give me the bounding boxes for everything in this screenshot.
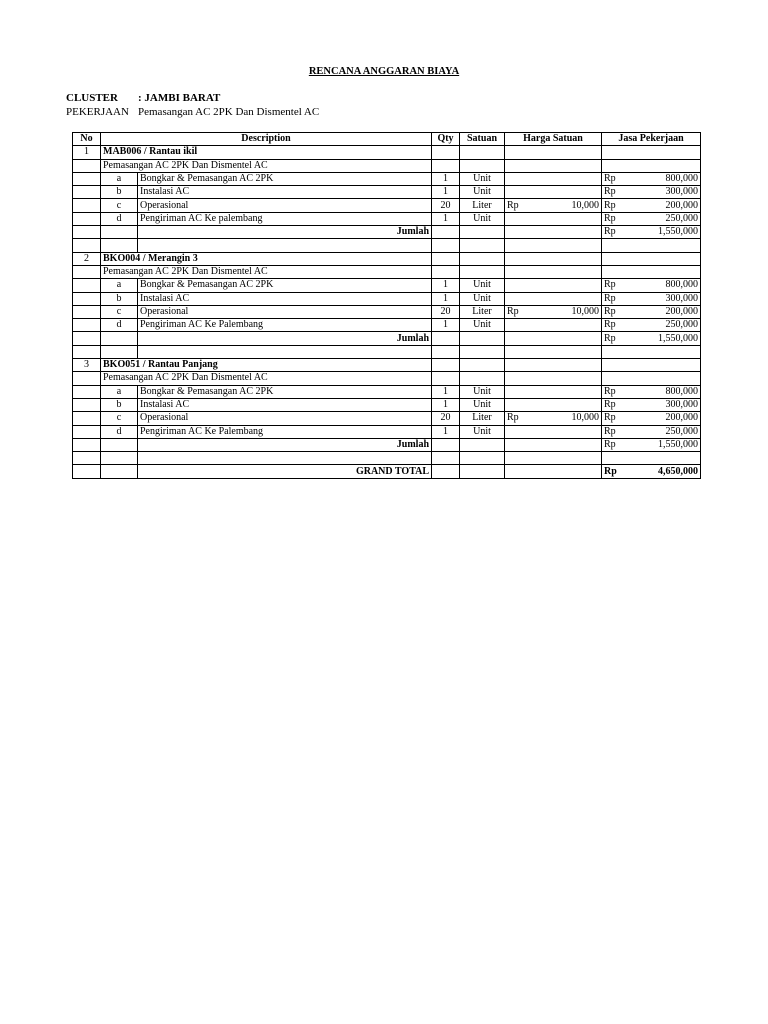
budget-table <box>72 132 701 479</box>
item-description: Operasional <box>138 199 432 212</box>
empty-cell <box>460 438 505 451</box>
item-harga-satuan <box>505 398 602 411</box>
empty-cell <box>73 398 101 411</box>
empty-cell <box>460 452 505 465</box>
item-satuan: Liter <box>460 305 505 318</box>
item-qty: 1 <box>432 319 460 332</box>
empty-cell <box>602 372 701 385</box>
empty-cell <box>460 252 505 265</box>
item-harga-satuan <box>505 199 602 212</box>
jasa-value: 800,000 <box>665 173 699 185</box>
item-letter: a <box>101 385 138 398</box>
section-subtitle <box>101 159 432 172</box>
empty-cell <box>73 186 101 199</box>
grand-total-amount: 4,650,000 <box>658 465 699 477</box>
empty-cell <box>460 226 505 239</box>
item-letter: c <box>101 412 138 425</box>
item-qty: 1 <box>432 398 460 411</box>
item-satuan: Liter <box>460 199 505 212</box>
item-harga-satuan <box>505 279 602 292</box>
table-header-row <box>73 133 701 146</box>
subtotal-amount: 1,550,000 <box>658 332 699 344</box>
item-description: Pengiriman AC Ke Palembang <box>138 319 432 332</box>
empty-cell <box>73 172 101 185</box>
section-subtitle-text: Pemasangan AC 2PK Dan Dismentel AC <box>103 372 268 384</box>
section-subtitle-row <box>73 265 701 278</box>
empty-cell <box>73 438 101 451</box>
empty-cell <box>460 345 505 358</box>
harga-currency: Rp <box>507 306 519 317</box>
item-qty: 20 <box>432 305 460 318</box>
item-letter: b <box>101 398 138 411</box>
header-no: No <box>73 133 101 146</box>
item-letter: c <box>101 305 138 318</box>
section-number: 3 <box>73 359 101 372</box>
item-letter: d <box>101 425 138 438</box>
table-row <box>73 385 701 398</box>
grand-total-currency: Rp <box>604 465 617 477</box>
pekerjaan-label: PEKERJAAN <box>66 106 129 118</box>
jasa-currency: Rp <box>604 199 616 211</box>
empty-cell <box>138 452 432 465</box>
empty-cell <box>138 239 432 252</box>
jasa-currency: Rp <box>604 399 616 411</box>
item-description: Bongkar & Pemasangan AC 2PK <box>138 279 432 292</box>
jasa-value: 300,000 <box>665 399 699 411</box>
empty-cell <box>73 345 101 358</box>
empty-cell <box>73 305 101 318</box>
site-name-text: BKO004 / Merangin 3 <box>103 252 198 264</box>
item-description: Pengiriman AC Ke Palembang <box>138 425 432 438</box>
jasa-currency: Rp <box>604 173 616 185</box>
empty-cell <box>432 252 460 265</box>
table-row <box>73 279 701 292</box>
jasa-currency: Rp <box>604 306 616 317</box>
jasa-currency: Rp <box>604 292 616 304</box>
subtotal-amount: 1,550,000 <box>658 226 699 238</box>
cluster-value: : JAMBI BARAT <box>138 92 221 104</box>
item-qty: 1 <box>432 425 460 438</box>
header-satuan: Satuan <box>460 133 505 146</box>
subtotal-label: Jumlah <box>138 226 432 239</box>
empty-cell <box>505 438 602 451</box>
section-number: 2 <box>73 252 101 265</box>
item-letter: a <box>101 172 138 185</box>
item-jasa <box>602 319 701 332</box>
section-subtitle-row <box>73 159 701 172</box>
empty-cell <box>602 345 701 358</box>
empty-cell <box>73 159 101 172</box>
section-number: 1 <box>73 146 101 159</box>
table-row <box>73 425 701 438</box>
item-letter: a <box>101 279 138 292</box>
pekerjaan-value: Pemasangan AC 2PK Dan Dismentel AC <box>138 106 320 118</box>
empty-cell <box>460 372 505 385</box>
item-jasa <box>602 412 701 425</box>
empty-cell <box>101 465 138 479</box>
empty-cell <box>432 465 460 479</box>
empty-cell <box>73 212 101 225</box>
item-harga-satuan <box>505 186 602 199</box>
subtotal-currency: Rp <box>604 438 616 450</box>
item-jasa <box>602 279 701 292</box>
item-jasa <box>602 398 701 411</box>
item-qty: 20 <box>432 199 460 212</box>
site-name <box>101 146 432 159</box>
table-row <box>73 319 701 332</box>
item-qty: 1 <box>432 212 460 225</box>
section-subtitle-text: Pemasangan AC 2PK Dan Dismentel AC <box>103 265 268 277</box>
subtotal-amount: 1,550,000 <box>658 438 699 450</box>
table-row <box>73 292 701 305</box>
jasa-value: 200,000 <box>665 412 699 424</box>
empty-cell <box>432 239 460 252</box>
empty-cell <box>73 239 101 252</box>
item-harga-satuan <box>505 305 602 318</box>
empty-cell <box>73 465 101 479</box>
empty-cell <box>432 265 460 278</box>
item-harga-satuan <box>505 212 602 225</box>
empty-cell <box>432 345 460 358</box>
item-jasa <box>602 292 701 305</box>
jasa-value: 250,000 <box>665 212 699 224</box>
table-row <box>73 199 701 212</box>
empty-cell <box>505 372 602 385</box>
empty-cell <box>101 345 138 358</box>
empty-cell <box>73 452 101 465</box>
empty-cell <box>432 359 460 372</box>
empty-cell <box>505 465 602 479</box>
item-satuan: Unit <box>460 186 505 199</box>
table-row <box>73 398 701 411</box>
item-description: Operasional <box>138 412 432 425</box>
empty-cell <box>432 332 460 345</box>
harga-currency: Rp <box>507 412 519 424</box>
section-subtitle-text: Pemasangan AC 2PK Dan Dismentel AC <box>103 159 268 171</box>
item-letter: b <box>101 186 138 199</box>
item-qty: 1 <box>432 186 460 199</box>
subtotal-row <box>73 332 701 345</box>
empty-cell <box>505 332 602 345</box>
empty-cell <box>73 279 101 292</box>
header-qty: Qty <box>432 133 460 146</box>
item-description: Operasional <box>138 305 432 318</box>
spacer-row <box>73 239 701 252</box>
item-description: Instalasi AC <box>138 398 432 411</box>
subtotal-currency: Rp <box>604 332 616 344</box>
empty-cell <box>460 146 505 159</box>
empty-cell <box>602 452 701 465</box>
item-harga-satuan <box>505 425 602 438</box>
jasa-value: 800,000 <box>665 279 699 291</box>
item-satuan: Liter <box>460 412 505 425</box>
empty-cell <box>73 332 101 345</box>
item-harga-satuan <box>505 385 602 398</box>
empty-cell <box>101 239 138 252</box>
empty-cell <box>460 239 505 252</box>
item-letter: d <box>101 212 138 225</box>
empty-cell <box>73 292 101 305</box>
item-satuan: Unit <box>460 172 505 185</box>
empty-cell <box>101 452 138 465</box>
item-qty: 1 <box>432 172 460 185</box>
item-description: Instalasi AC <box>138 186 432 199</box>
table-row <box>73 186 701 199</box>
empty-cell <box>602 239 701 252</box>
item-qty: 20 <box>432 412 460 425</box>
empty-cell <box>505 265 602 278</box>
empty-cell <box>138 345 432 358</box>
item-harga-satuan <box>505 412 602 425</box>
jasa-value: 300,000 <box>665 292 699 304</box>
empty-cell <box>505 226 602 239</box>
empty-cell <box>73 199 101 212</box>
empty-cell <box>602 146 701 159</box>
jasa-value: 200,000 <box>665 199 699 211</box>
jasa-value: 250,000 <box>665 319 699 331</box>
grand-total-value <box>602 465 701 479</box>
harga-value: 10,000 <box>571 306 600 317</box>
section-header-row <box>73 359 701 372</box>
item-description: Instalasi AC <box>138 292 432 305</box>
empty-cell <box>432 452 460 465</box>
jasa-value: 300,000 <box>665 186 699 198</box>
item-satuan: Unit <box>460 398 505 411</box>
empty-cell <box>73 425 101 438</box>
table-row <box>73 412 701 425</box>
item-jasa <box>602 172 701 185</box>
harga-currency: Rp <box>507 199 519 211</box>
site-name-text: MAB006 / Rantau ikil <box>103 146 198 158</box>
item-jasa <box>602 199 701 212</box>
spacer-row <box>73 452 701 465</box>
section-header-row <box>73 252 701 265</box>
subtotal-label: Jumlah <box>138 332 432 345</box>
empty-cell <box>432 226 460 239</box>
site-name <box>101 252 432 265</box>
item-satuan: Unit <box>460 319 505 332</box>
empty-cell <box>505 452 602 465</box>
empty-cell <box>460 465 505 479</box>
jasa-currency: Rp <box>604 412 616 424</box>
item-qty: 1 <box>432 385 460 398</box>
jasa-currency: Rp <box>604 385 616 397</box>
item-satuan: Unit <box>460 425 505 438</box>
section-subtitle <box>101 372 432 385</box>
empty-cell <box>432 438 460 451</box>
grand-total-label: GRAND TOTAL <box>138 465 432 479</box>
table-row <box>73 212 701 225</box>
table-body <box>73 146 701 479</box>
subtotal-label: Jumlah <box>138 438 432 451</box>
item-qty: 1 <box>432 279 460 292</box>
empty-cell <box>505 159 602 172</box>
empty-cell <box>432 372 460 385</box>
empty-cell <box>505 252 602 265</box>
jasa-currency: Rp <box>604 279 616 291</box>
empty-cell <box>432 159 460 172</box>
section-header-row <box>73 146 701 159</box>
header-harga-satuan: Harga Satuan <box>505 133 602 146</box>
document-title: RENCANA ANGGARAN BIAYA <box>308 66 460 77</box>
empty-cell <box>73 226 101 239</box>
empty-cell <box>460 332 505 345</box>
empty-cell <box>602 252 701 265</box>
empty-cell <box>460 159 505 172</box>
item-letter: c <box>101 199 138 212</box>
empty-cell <box>505 359 602 372</box>
item-satuan: Unit <box>460 279 505 292</box>
empty-cell <box>460 359 505 372</box>
item-jasa <box>602 305 701 318</box>
subtotal-value <box>602 226 701 239</box>
empty-cell <box>505 345 602 358</box>
item-jasa <box>602 212 701 225</box>
spacer-row <box>73 345 701 358</box>
item-letter: b <box>101 292 138 305</box>
table-row <box>73 172 701 185</box>
subtotal-value <box>602 332 701 345</box>
subtotal-currency: Rp <box>604 226 616 238</box>
subtotal-value <box>602 438 701 451</box>
harga-value: 10,000 <box>571 412 600 424</box>
item-description: Bongkar & Pemasangan AC 2PK <box>138 385 432 398</box>
cluster-line <box>66 92 220 104</box>
item-satuan: Unit <box>460 292 505 305</box>
table-row <box>73 305 701 318</box>
jasa-currency: Rp <box>604 425 616 437</box>
empty-cell <box>602 265 701 278</box>
header-description: Description <box>101 133 432 146</box>
item-jasa <box>602 385 701 398</box>
empty-cell <box>101 226 138 239</box>
empty-cell <box>602 159 701 172</box>
jasa-value: 250,000 <box>665 425 699 437</box>
item-satuan: Unit <box>460 385 505 398</box>
empty-cell <box>73 319 101 332</box>
site-name-text: BKO051 / Rantau Panjang <box>103 359 218 371</box>
item-harga-satuan <box>505 172 602 185</box>
empty-cell <box>602 359 701 372</box>
cluster-label: CLUSTER <box>66 92 118 104</box>
item-jasa <box>602 425 701 438</box>
empty-cell <box>73 372 101 385</box>
jasa-currency: Rp <box>604 319 616 331</box>
pekerjaan-line <box>66 106 319 118</box>
jasa-value: 200,000 <box>665 306 699 317</box>
empty-cell <box>73 265 101 278</box>
item-harga-satuan <box>505 292 602 305</box>
header-jasa-pekerjaan: Jasa Pekerjaan <box>602 133 701 146</box>
section-subtitle <box>101 265 432 278</box>
site-name <box>101 359 432 372</box>
empty-cell <box>505 146 602 159</box>
harga-value: 10,000 <box>571 199 600 211</box>
subtotal-row <box>73 226 701 239</box>
item-harga-satuan <box>505 319 602 332</box>
empty-cell <box>505 239 602 252</box>
jasa-value: 800,000 <box>665 385 699 397</box>
item-jasa <box>602 186 701 199</box>
item-description: Pengiriman AC Ke palembang <box>138 212 432 225</box>
empty-cell <box>101 332 138 345</box>
jasa-currency: Rp <box>604 212 616 224</box>
empty-cell <box>73 385 101 398</box>
item-description: Bongkar & Pemasangan AC 2PK <box>138 172 432 185</box>
empty-cell <box>101 438 138 451</box>
item-qty: 1 <box>432 292 460 305</box>
section-subtitle-row <box>73 372 701 385</box>
subtotal-row <box>73 438 701 451</box>
grand-total-row <box>73 465 701 479</box>
item-satuan: Unit <box>460 212 505 225</box>
jasa-currency: Rp <box>604 186 616 198</box>
empty-cell <box>460 265 505 278</box>
item-letter: d <box>101 319 138 332</box>
empty-cell <box>432 146 460 159</box>
empty-cell <box>73 412 101 425</box>
